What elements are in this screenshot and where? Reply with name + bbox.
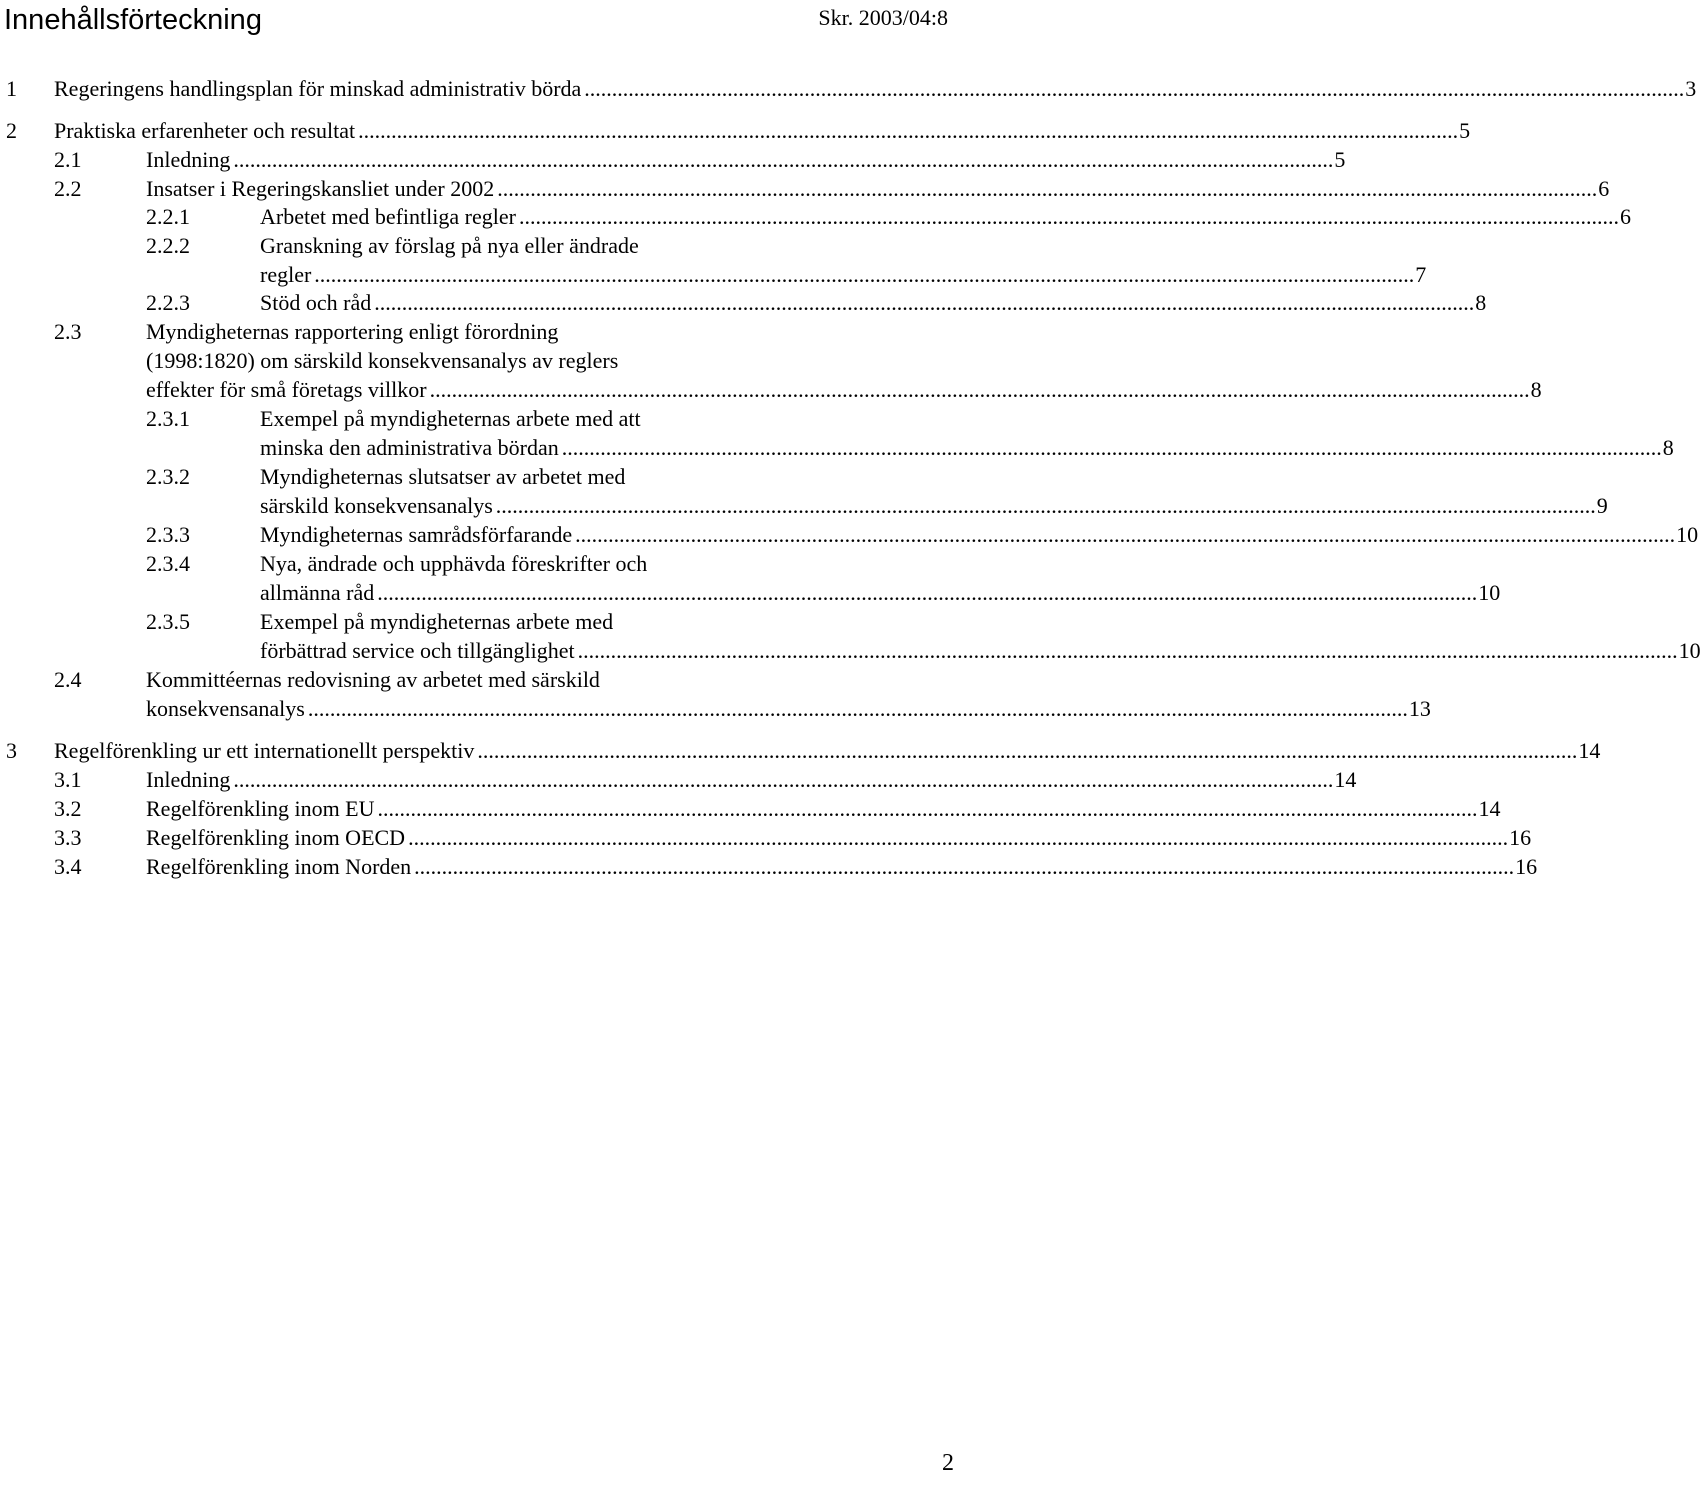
toc-entry-title-line: Stöd och råd bbox=[260, 290, 372, 315]
toc-entry-number: 2.3.2 bbox=[146, 464, 190, 489]
toc-entry-text bbox=[260, 607, 1701, 665]
document-reference: Skr. 2003/04:8 bbox=[818, 5, 948, 30]
toc-entry-text bbox=[260, 404, 1674, 462]
toc-entry-page: 5 bbox=[1334, 147, 1346, 172]
toc-entry-number: 2.3.5 bbox=[146, 609, 190, 634]
dot-leader: ........................................................................................................................................................................................................ bbox=[414, 854, 1515, 879]
toc-entry-number: 2.2.3 bbox=[146, 290, 190, 315]
toc-entry-page: 3 bbox=[1685, 76, 1697, 101]
toc-entry-title-line: konsekvensanalys bbox=[146, 696, 305, 721]
dot-leader: ........................................................................................................................................................................................................ bbox=[561, 435, 1662, 460]
toc-entry-page: 8 bbox=[1530, 377, 1542, 402]
toc-entry-title-line: förbättrad service och tillgänglighet bbox=[260, 638, 575, 663]
dot-leader: ........................................................................................................................................................................................................ bbox=[575, 522, 1676, 547]
toc-entry-page: 6 bbox=[1598, 176, 1610, 201]
toc-entry-title-line: allmänna råd bbox=[260, 580, 375, 605]
toc-entry-page: 10 bbox=[1478, 580, 1501, 605]
toc-entry-text bbox=[146, 317, 1542, 404]
toc-entry-text bbox=[146, 665, 1431, 723]
toc-entry-title-line: effekter för små företags villkor bbox=[146, 377, 427, 402]
toc-entry-text bbox=[54, 116, 1471, 145]
toc-entry-text bbox=[260, 231, 1427, 289]
toc-entry-title-line: Inledning bbox=[146, 147, 231, 172]
toc-entry-text bbox=[260, 549, 1501, 607]
toc-entry-number: 1 bbox=[6, 76, 17, 101]
toc-entry-text bbox=[146, 852, 1538, 881]
toc-entry-number: 3 bbox=[6, 738, 17, 763]
toc-entry-number: 2.3 bbox=[54, 319, 82, 344]
dot-leader: ........................................................................................................................................................................................................ bbox=[408, 825, 1509, 850]
toc-entry-page: 10 bbox=[1678, 638, 1701, 663]
toc-entry-text bbox=[146, 174, 1610, 203]
toc-entry-title-line: minska den administrativa bördan bbox=[260, 435, 559, 460]
toc-entry-number: 2.3.1 bbox=[146, 406, 190, 431]
toc-entry-title-line: Regeringens handlingsplan för minskad administrativ börda bbox=[54, 76, 582, 101]
toc-entry-title-line: Praktiska erfarenheter och resultat bbox=[54, 118, 356, 143]
toc-entry-page: 14 bbox=[1334, 767, 1357, 792]
toc-entry-page: 16 bbox=[1515, 854, 1538, 879]
toc-entry-text bbox=[54, 74, 1697, 103]
dot-leader: ........................................................................................................................................................................................................ bbox=[307, 696, 1408, 721]
toc-entry-number: 2.3.3 bbox=[146, 522, 190, 547]
toc-entry-number: 2 bbox=[6, 118, 17, 143]
toc-entry-page: 10 bbox=[1676, 522, 1699, 547]
dot-leader: ........................................................................................................................................................................................................ bbox=[377, 580, 1478, 605]
dot-leader: ........................................................................................................................................................................................................ bbox=[314, 262, 1415, 287]
toc-entry-page: 8 bbox=[1475, 290, 1487, 315]
toc-entry-title-line: Regelförenkling inom Norden bbox=[146, 854, 412, 879]
toc-entry-number: 3.4 bbox=[54, 854, 82, 879]
toc-entry-page: 6 bbox=[1619, 204, 1631, 229]
toc-entry-page: 9 bbox=[1596, 493, 1608, 518]
dot-leader: ........................................................................................................................................................................................................ bbox=[233, 767, 1334, 792]
toc-entry-page: 16 bbox=[1509, 825, 1532, 850]
toc-entry-number: 3.2 bbox=[54, 796, 82, 821]
toc-entry-text bbox=[260, 520, 1699, 549]
dot-leader: ........................................................................................................................................................................................................ bbox=[429, 377, 1530, 402]
dot-leader: ........................................................................................................................................................................................................ bbox=[495, 493, 1596, 518]
toc-entry-title-line: Kommittéernas redovisning av arbetet med särskild bbox=[146, 667, 600, 692]
toc-entry-title-line: Regelförenkling inom OECD bbox=[146, 825, 406, 850]
toc-entry-page: 5 bbox=[1459, 118, 1471, 143]
toc-entry-title-line: Myndigheternas slutsatser av arbetet med bbox=[260, 464, 626, 489]
page-title: Innehållsförteckning bbox=[4, 4, 262, 36]
toc-entry-number: 3.1 bbox=[54, 767, 82, 792]
toc-entry-text bbox=[260, 462, 1608, 520]
toc-entry-number: 3.3 bbox=[54, 825, 82, 850]
toc-entry-title-line: Regelförenkling inom EU bbox=[146, 796, 375, 821]
toc-entry-number: 2.2.1 bbox=[146, 204, 190, 229]
page-number: 2 bbox=[942, 1450, 954, 1476]
dot-leader: ........................................................................................................................................................................................................ bbox=[518, 204, 1619, 229]
toc-entry-title-line: Granskning av förslag på nya eller ändrade bbox=[260, 233, 639, 258]
toc-entry-title-line: Exempel på myndigheternas arbete med bbox=[260, 609, 614, 634]
toc-entry-page: 14 bbox=[1578, 738, 1601, 763]
toc-entry-text bbox=[146, 823, 1532, 852]
toc-entry-title-line: Insatser i Regeringskansliet under 2002 bbox=[146, 176, 495, 201]
toc-entry-title-line: (1998:1820) om särskild konsekvensanalys av reglers bbox=[146, 348, 619, 373]
toc-entry-text bbox=[146, 145, 1346, 174]
dot-leader: ........................................................................................................................................................................................................ bbox=[377, 796, 1478, 821]
dot-leader: ........................................................................................................................................................................................................ bbox=[584, 76, 1685, 101]
toc-entry-page: 7 bbox=[1415, 262, 1427, 287]
toc-entry-title-line: Exempel på myndigheternas arbete med att bbox=[260, 406, 641, 431]
toc-entry-title-line: Inledning bbox=[146, 767, 231, 792]
toc-entry-text bbox=[146, 765, 1357, 794]
toc-entry-title-line: Arbetet med befintliga regler bbox=[260, 204, 516, 229]
toc-entry-number: 2.1 bbox=[54, 147, 82, 172]
toc-entry-page: 14 bbox=[1478, 796, 1501, 821]
toc-entry-text bbox=[146, 794, 1501, 823]
dot-leader: ........................................................................................................................................................................................................ bbox=[497, 176, 1598, 201]
dot-leader: ........................................................................................................................................................................................................ bbox=[577, 638, 1678, 663]
toc-entry-text bbox=[54, 736, 1601, 765]
dot-leader: ........................................................................................................................................................................................................ bbox=[477, 738, 1578, 763]
toc-entry-text bbox=[260, 288, 1487, 317]
toc-entry-title-line: Myndigheternas rapportering enligt förordning bbox=[146, 319, 559, 344]
toc-entry-number: 2.2 bbox=[54, 176, 82, 201]
toc-entry-number: 2.3.4 bbox=[146, 551, 190, 576]
dot-leader: ........................................................................................................................................................................................................ bbox=[358, 118, 1459, 143]
toc-entry-number: 2.4 bbox=[54, 667, 82, 692]
toc-entry-text bbox=[260, 202, 1631, 231]
toc-entry-page: 13 bbox=[1408, 696, 1431, 721]
toc-entry-number: 2.2.2 bbox=[146, 233, 190, 258]
toc-entry-title-line: Nya, ändrade och upphävda föreskrifter och bbox=[260, 551, 648, 576]
toc-entry-title-line: Regelförenkling ur ett internationellt perspektiv bbox=[54, 738, 475, 763]
dot-leader: ........................................................................................................................................................................................................ bbox=[233, 147, 1334, 172]
toc-entry-page: 8 bbox=[1662, 435, 1674, 460]
dot-leader: ........................................................................................................................................................................................................ bbox=[374, 290, 1475, 315]
toc-entry-title-line: särskild konsekvensanalys bbox=[260, 493, 493, 518]
toc-entry-title-line: Myndigheternas samrådsförfarande bbox=[260, 522, 573, 547]
toc-entry-title-line: regler bbox=[260, 262, 312, 287]
